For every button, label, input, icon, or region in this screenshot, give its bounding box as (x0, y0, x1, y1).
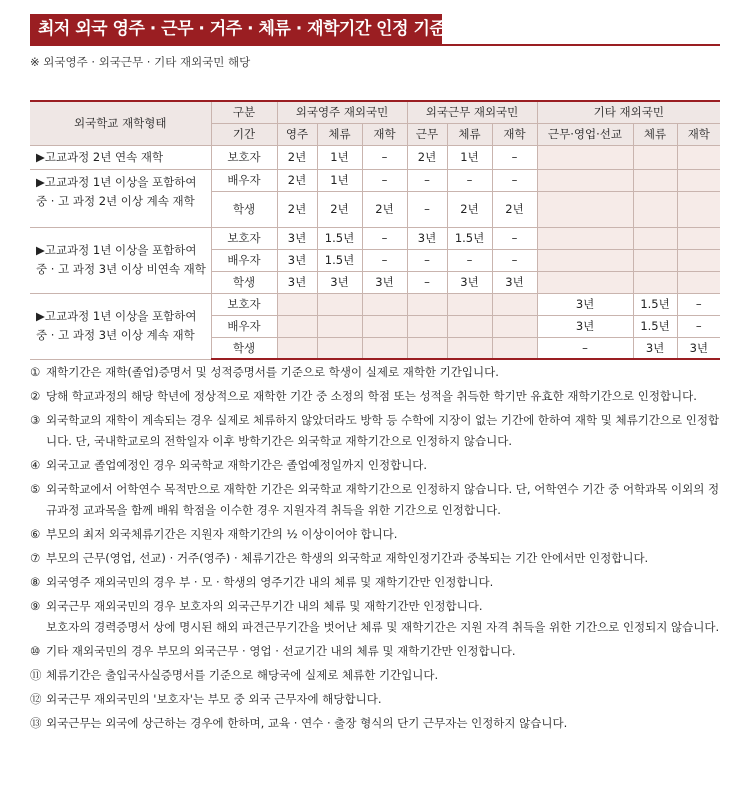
col-header: 재학 (362, 123, 407, 145)
value-cell: – (362, 169, 407, 191)
note-text: 외국고교 졸업예정인 경우 외국학교 재학기간은 졸업예정일까지 인정합니다. (46, 458, 428, 472)
note-text: 부모의 최저 외국체류기간은 지원자 재학기간의 ½ 이상이어야 합니다. (46, 527, 398, 541)
empty-cell (492, 315, 537, 337)
value-cell: 1.5년 (317, 249, 362, 271)
note-number: ② (30, 389, 41, 403)
period-cell: 배우자 (211, 169, 277, 191)
note-number: ⑬ (30, 716, 42, 730)
empty-cell (317, 293, 362, 315)
value-cell: 3년 (277, 249, 317, 271)
page-title: 최저 외국 영주 · 근무 · 거주 · 체류 · 재학기간 인정 기준 (30, 14, 442, 44)
note-number: ③ (30, 413, 41, 427)
empty-cell (317, 337, 362, 359)
note-item (30, 386, 722, 407)
period-cell: 보호자 (211, 145, 277, 169)
empty-cell (492, 293, 537, 315)
school-type-cell: ▶고교과정 2년 연속 재학 (30, 145, 211, 169)
note-item (30, 524, 722, 545)
note-number: ⑥ (30, 527, 41, 541)
note-number: ⑫ (30, 692, 42, 706)
period-cell: 학생 (211, 271, 277, 293)
note-text: 부모의 근무(영업, 선교) · 거주(영주) · 체류기간은 학생의 외국학교 재학인정기간과 중복되는 기간 안에서만 인정합니다. (46, 551, 649, 565)
empty-cell (277, 293, 317, 315)
note-item (30, 548, 722, 569)
value-cell: – (492, 145, 537, 169)
note-text: 당해 학교과정의 해당 학년에 정상적으로 재학한 기간 중 소정의 학점 또는 성적을 취득한 학기만 유효한 재학기간으로 인정합니다. (46, 389, 697, 403)
note-number: ⑤ (30, 482, 41, 496)
value-cell: 1년 (447, 145, 492, 169)
empty-cell (407, 293, 447, 315)
notes-list (30, 362, 722, 737)
note-text: 외국근무 재외국민의 경우 보호자의 외국근무기간 내의 체류 및 재학기간만 인정합니다. (46, 599, 483, 613)
empty-cell (633, 191, 677, 227)
note-text: 외국영주 재외국민의 경우 부 · 모 · 학생의 영주기간 내의 체류 및 재학기간만 인정합니다. (46, 575, 494, 589)
empty-cell (677, 271, 720, 293)
value-cell: 3년 (277, 271, 317, 293)
period-cell: 학생 (211, 337, 277, 359)
empty-cell (447, 315, 492, 337)
table-row (30, 169, 720, 191)
col-header: 재학 (492, 123, 537, 145)
value-cell: – (677, 315, 720, 337)
table-row (30, 293, 720, 315)
empty-cell (537, 227, 633, 249)
empty-cell (633, 249, 677, 271)
title-underline (30, 44, 720, 46)
note-item (30, 410, 722, 452)
empty-cell (677, 191, 720, 227)
value-cell: 2년 (362, 191, 407, 227)
value-cell: 3년 (317, 271, 362, 293)
header-school-type: 외국학교 재학형태 (30, 101, 211, 145)
note-text: 외국근무는 외국에 상근하는 경우에 한하며, 교육 · 연수 · 출장 형식의 단기 근무자는 인정하지 않습니다. (46, 716, 568, 730)
value-cell: – (407, 249, 447, 271)
value-cell: – (492, 227, 537, 249)
empty-cell (317, 315, 362, 337)
empty-cell (537, 169, 633, 191)
period-cell: 보호자 (211, 293, 277, 315)
empty-cell (362, 315, 407, 337)
value-cell: – (677, 293, 720, 315)
note-text: 재학기간은 재학(졸업)증명서 및 성적증명서를 기준으로 학생이 실제로 재학한 기간입니다. (46, 365, 499, 379)
period-cell: 학생 (211, 191, 277, 227)
note-text: 외국학교의 재학이 계속되는 경우 실제로 체류하지 않았더라도 방학 등 수학에 지장이 없는 기간에 한하여 재학 및 체류기간으로 인정합니다. 단, 국내학교로의 전학일자 이후 방학기간은 외국학교 재학기간으로 인정하지 않습니다. (46, 413, 720, 448)
empty-cell (677, 249, 720, 271)
value-cell: 2년 (277, 169, 317, 191)
empty-cell (537, 145, 633, 169)
period-cell: 배우자 (211, 249, 277, 271)
empty-cell (677, 169, 720, 191)
empty-cell (362, 337, 407, 359)
table-row (30, 145, 720, 169)
value-cell: 2년 (277, 145, 317, 169)
note-number: ① (30, 365, 41, 379)
value-cell: 2년 (317, 191, 362, 227)
col-header: 영주 (277, 123, 317, 145)
empty-cell (677, 227, 720, 249)
note-number: ⑧ (30, 575, 41, 589)
note-number: ⑩ (30, 644, 41, 658)
note-text: 외국학교에서 어학연수 목적만으로 재학한 기간은 외국학교 재학기간으로 인정하지 않습니다. 단, 어학연수 기간 중 어학과목 이외의 정규과정 교과목을 함께 배워 학점을 이수한 경우 지원자격 취득을 위한 기간으로 인정합니다. (46, 482, 720, 517)
value-cell: – (492, 169, 537, 191)
value-cell: – (537, 337, 633, 359)
empty-cell (492, 337, 537, 359)
note-item (30, 665, 722, 686)
note-item (30, 596, 722, 638)
empty-cell (633, 271, 677, 293)
note-item (30, 479, 722, 521)
table-row (30, 227, 720, 249)
value-cell: – (447, 249, 492, 271)
value-cell: 3년 (537, 293, 633, 315)
empty-cell (407, 337, 447, 359)
col-header: 체류 (633, 123, 677, 145)
value-cell: – (407, 271, 447, 293)
note-text: 외국근무 재외국민의 '보호자'는 부모 중 외국 근무자에 해당합니다. (46, 692, 382, 706)
empty-cell (633, 145, 677, 169)
value-cell: 1.5년 (633, 293, 677, 315)
value-cell: 3년 (407, 227, 447, 249)
empty-cell (537, 271, 633, 293)
empty-cell (633, 169, 677, 191)
note-number: ⑨ (30, 599, 41, 613)
value-cell: 3년 (677, 337, 720, 359)
school-type-cell: ▶고교과정 1년 이상을 포함하여 중 · 고 과정 3년 이상 비연속 재학 (30, 227, 211, 293)
value-cell: 1년 (317, 145, 362, 169)
empty-cell (407, 315, 447, 337)
note-text: 보호자의 경력증명서 상에 명시된 해외 파견근무기간을 벗어난 체류 및 재학기간은 지원 자격 취득을 위한 기간으로 인정되지 않습니다. (46, 620, 720, 634)
value-cell: 3년 (447, 271, 492, 293)
note-item (30, 455, 722, 476)
col-header: 체류 (447, 123, 492, 145)
empty-cell (677, 145, 720, 169)
note-number: ④ (30, 458, 41, 472)
value-cell: 3년 (537, 315, 633, 337)
empty-cell (633, 227, 677, 249)
value-cell: – (447, 169, 492, 191)
col-header: 근무 (407, 123, 447, 145)
empty-cell (537, 191, 633, 227)
value-cell: 2년 (447, 191, 492, 227)
value-cell: – (362, 145, 407, 169)
value-cell: 2년 (492, 191, 537, 227)
value-cell: – (362, 227, 407, 249)
value-cell: 2년 (277, 191, 317, 227)
empty-cell (362, 293, 407, 315)
header-group-employment: 외국근무 재외국민 (407, 101, 537, 123)
value-cell: – (407, 169, 447, 191)
value-cell: 1.5년 (447, 227, 492, 249)
col-header: 재학 (677, 123, 720, 145)
header-group-other: 기타 재외국민 (537, 101, 720, 123)
subtitle-note: ※ 외국영주 · 외국근무 · 기타 재외국민 해당 (30, 55, 251, 69)
value-cell: 3년 (277, 227, 317, 249)
school-type-cell: ▶고교과정 1년 이상을 포함하여 중 · 고 과정 2년 이상 계속 재학 (30, 169, 211, 227)
note-text: 기타 재외국민의 경우 부모의 외국근무 · 영업 · 선교기간 내의 체류 및 재학기간만 인정합니다. (46, 644, 516, 658)
value-cell: – (492, 249, 537, 271)
note-number: ⑦ (30, 551, 41, 565)
empty-cell (447, 293, 492, 315)
period-cell: 배우자 (211, 315, 277, 337)
value-cell: 3년 (633, 337, 677, 359)
note-text: 체류기간은 출입국사실증명서를 기준으로 해당국에 실제로 체류한 기간입니다. (46, 668, 439, 682)
value-cell: – (362, 249, 407, 271)
empty-cell (537, 249, 633, 271)
col-header: 근무·영업·선교 (537, 123, 633, 145)
note-item (30, 689, 722, 710)
value-cell: 1년 (317, 169, 362, 191)
criteria-table (30, 100, 720, 360)
value-cell: 3년 (362, 271, 407, 293)
empty-cell (277, 315, 317, 337)
value-cell: 1.5년 (633, 315, 677, 337)
value-cell: 1.5년 (317, 227, 362, 249)
note-item (30, 713, 722, 734)
header-period: 기간 (211, 123, 277, 145)
note-item (30, 362, 722, 383)
note-item (30, 572, 722, 593)
empty-cell (447, 337, 492, 359)
header-group-permanent: 외국영주 재외국민 (277, 101, 407, 123)
period-cell: 보호자 (211, 227, 277, 249)
value-cell: – (407, 191, 447, 227)
col-header: 체류 (317, 123, 362, 145)
header-category: 구분 (211, 101, 277, 123)
school-type-cell: ▶고교과정 1년 이상을 포함하여 중 · 고 과정 3년 이상 계속 재학 (30, 293, 211, 359)
note-number: ⑪ (30, 668, 42, 682)
value-cell: 2년 (407, 145, 447, 169)
empty-cell (277, 337, 317, 359)
value-cell: 3년 (492, 271, 537, 293)
note-item (30, 641, 722, 662)
